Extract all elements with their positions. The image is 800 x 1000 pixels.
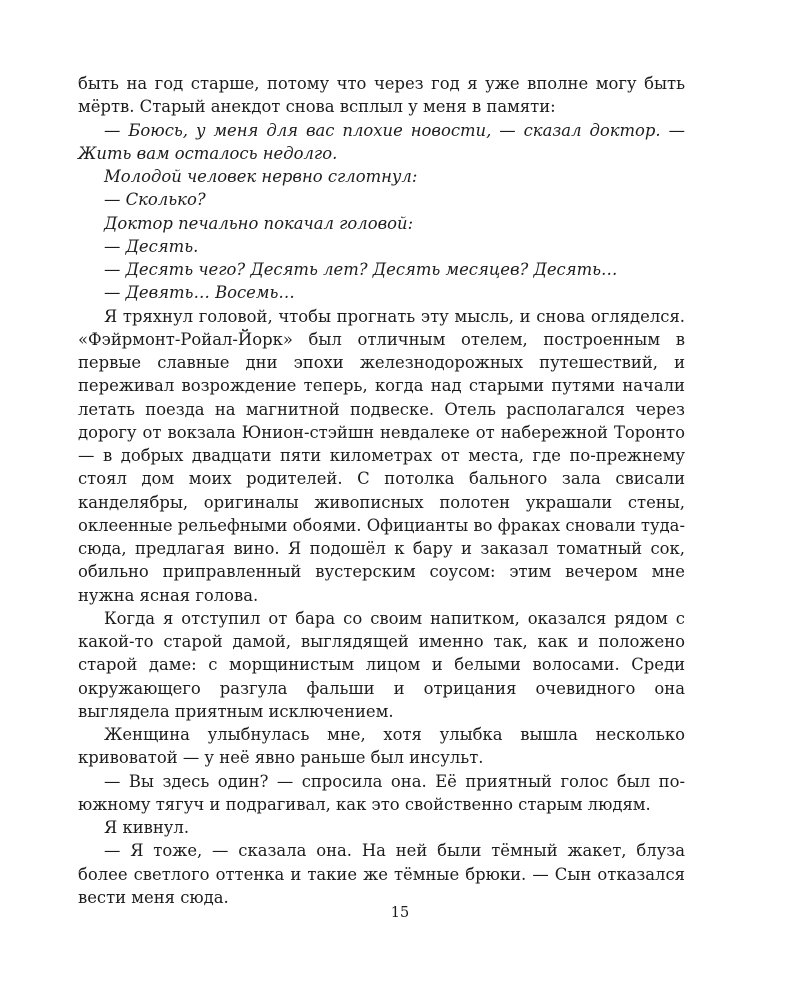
page-number: 15 <box>390 905 410 921</box>
paragraph: Женщина улыбнулась мне, хотя улыбка вышла несколько кривоватой — у неё явно раньше был инсульт. <box>78 725 685 768</box>
anecdote-line: Молодой человек нервно сглотнул: <box>104 167 418 186</box>
paragraph: Я кивнул. <box>104 818 190 837</box>
anecdote-line: Доктор печально покачал головой: <box>104 213 414 233</box>
paragraph: — Я тоже, — сказала она. На ней были тёмный жакет, блуза более светлого оттенка и такие же тёмные брюки. — Сын отказался вести меня сюда. <box>78 841 685 907</box>
book-page-text <box>78 72 685 909</box>
anecdote-line: — Десять. <box>104 236 199 256</box>
anecdote-line: — Девять… Восемь… <box>104 283 295 303</box>
anecdote-line: — Сколько? <box>104 190 206 210</box>
paragraph: Я тряхнул головой, чтобы прогнать эту мысль, и снова огляделся. «Фэйрмонт-Ройал-Йорк» был отличным отелем, построенным в первые славные дни эпохи железнодорожных путешествий, и переживал возрождение теперь, когда над старыми путями начали летать поезда на магнитной подвеске. Отель располагался через дорогу от вокзала Юнион-стэйшн невдалеке от набережной Торонто — в добрых двадцати пяти километрах от места, где по-прежнему стоял дом моих родителей. С потолка бального зала свисали канделябры, оригиналы живописных полотен украшали стены, оклеенные рельефными обоями. Официанты во фраках сновали туда-сюда, предлагая вино. Я подошёл к бару и заказал томатный сок, обильно приправленный вустерским соусом: этим вечером мне нужна ясная голова. <box>78 306 685 605</box>
anecdote-line: — Боюсь, у меня для вас плохие новости, — сказал доктор. — Жить вам осталось недолго. <box>78 120 685 163</box>
paragraph: быть на год старше, потому что через год я уже вполне могу быть мёртв. Старый анекдот снова всплыл у меня в памяти: <box>78 74 685 117</box>
anecdote-line: — Десять чего? Десять лет? Десять месяцев? Десять… <box>104 260 618 279</box>
paragraph: Когда я отступил от бара со своим напитком, оказался рядом с какой-то старой дамой, выглядящей именно так, как и положено старой даме: с морщинистым лицом и белыми волосами. Среди окружающего разгула фальши и отрицания очевидного она выглядела приятным исключением. <box>78 608 685 721</box>
paragraph: — Вы здесь один? — спросила она. Её приятный голос был по-южному тягуч и подрагивал, как это свойственно старым людям. <box>78 771 685 814</box>
